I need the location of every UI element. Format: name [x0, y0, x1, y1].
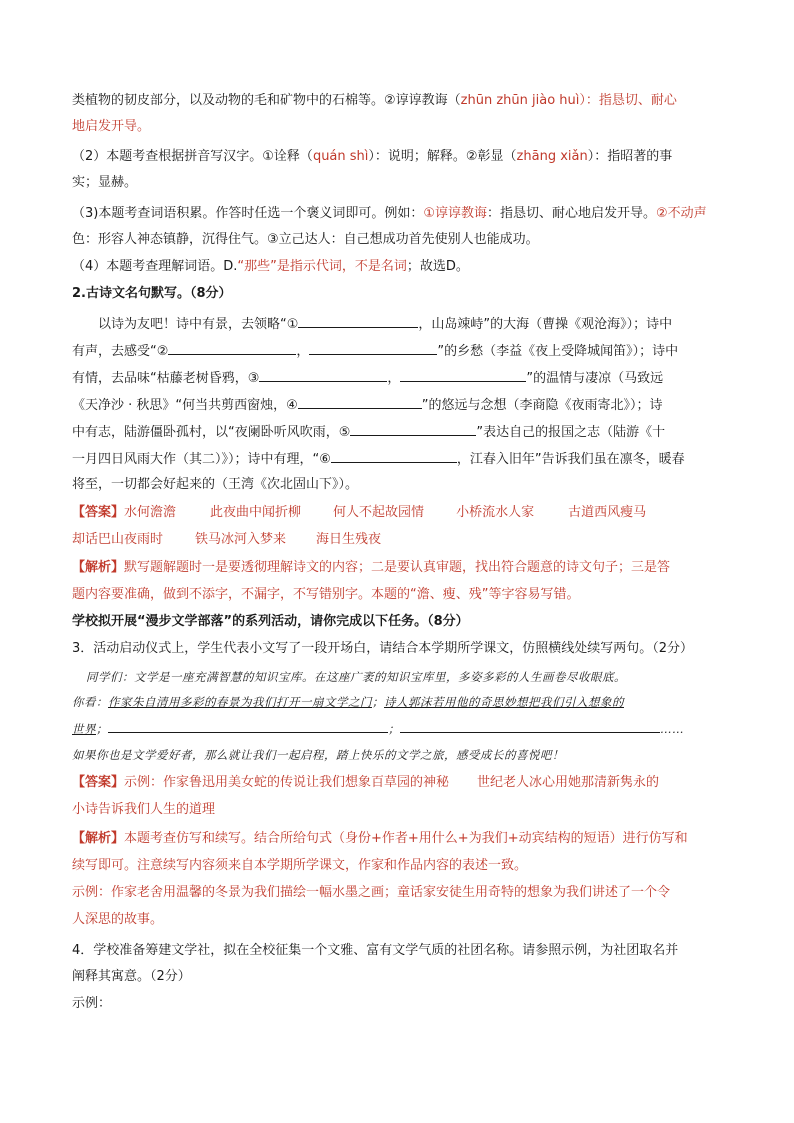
text-span: ”表达自己的报国之志（陆游《十: [476, 425, 666, 440]
answer-item: 古道西风瘦马: [568, 505, 647, 520]
para-line: [72, 146, 672, 168]
underlined-text: 诗人郭沫若用他的奇思妙想把我们引入想象的: [384, 695, 624, 709]
answer-text: 世纪老人冰心用她那清新隽永的: [477, 775, 660, 790]
text-span: ……: [660, 722, 684, 736]
text-span: ：指恳切、耐心地启发开导。: [487, 206, 657, 221]
answer-tag: 【答案】: [72, 505, 125, 520]
underlined-text: 世界: [72, 722, 96, 736]
analysis-line: 题内容要准确，做到不添字，不漏字，不写错别字。本题的“澹、瘦、残”等字容易写错。: [72, 587, 580, 602]
analysis-tag: 【解析】: [72, 560, 125, 575]
analysis-text: 本题考查仿写和续写。结合所给句式（身份+作者+用什么+为我们+动宾结构的短语）进行仿写和: [124, 831, 688, 846]
para-line: 将至，一切都会好起来的（王湾《次北固山下》）。: [72, 477, 359, 492]
example-label: 示例：: [72, 996, 112, 1011]
text-span: 一月四日风雨大作（其二）》）；诗中有理，“⑥: [72, 452, 331, 467]
underlined-text: 作家朱自清用多彩的春景为我们打开一扇文学之门: [108, 695, 372, 709]
text-span: 有声，去感受“②: [72, 344, 169, 359]
para-line: 色：形容人神态镇静，沉得住气。③立己达人：自己想成功首先使别人也能成功。: [72, 232, 539, 247]
answer-blank: [108, 717, 388, 733]
pinyin: zhūn zhūn jiào huì: [460, 93, 580, 108]
para-line: [72, 339, 678, 361]
answer-line: [72, 529, 381, 551]
answer-line: [72, 772, 659, 794]
text-span: ”的温情与凄凉（马致远: [526, 371, 664, 386]
question-stem: 阐释其寓意。（2分）: [72, 969, 191, 984]
para-line: [98, 312, 672, 334]
text-span: ；故选D。: [406, 259, 469, 274]
text-span: 类植物的韧皮部分，以及动物的毛和矿物中的石棉等。②谆谆教诲（: [72, 93, 461, 108]
section-intro: 学校拟开展“漫步文学部落”的系列活动，请你完成以下任务。（8分）: [72, 614, 469, 629]
text-span: ①谆谆教诲: [423, 206, 487, 221]
example-line: 人深思的故事。: [72, 912, 164, 927]
question-title: 2.古诗文名句默写。（8分）: [72, 286, 232, 301]
answer-item: 海日生残夜: [316, 532, 382, 547]
text-span: ；: [388, 722, 400, 736]
answer-blank: [298, 312, 418, 328]
text-span: ”的乡愁（李益《夜上受降城闻笛》）；诗中: [437, 344, 679, 359]
para-line: 地启发开导。: [72, 119, 151, 134]
answer-item: 此夜曲中闻折柳: [210, 505, 302, 520]
answer-blank: [168, 339, 296, 355]
analysis-line: 续写即可。注意续写内容须来自本学期所学课文，作家和作品内容的表述一致。: [72, 858, 528, 873]
question-stem: 3．活动启动仪式上，学生代表小文写了一段开场白，请结合本学期所学课文，仿照横线处续写两句。（2分）: [72, 641, 694, 656]
para-line: [72, 447, 685, 469]
answer-blank: [298, 393, 422, 409]
pinyin: quán shì: [312, 149, 369, 164]
question-stem: 4．学校准备筹建文学社，拟在全校征集一个文雅、富有文学气质的社团名称。请参照示例，为社团取名并: [72, 943, 679, 958]
analysis-text: 默写题解题时一是要透彻理解诗文的内容；二是要认真审题，找出符合题意的诗文句子；三是答: [124, 560, 671, 575]
pinyin: zhāng xiǎn: [516, 149, 588, 164]
answer-blank: [309, 339, 437, 355]
answer-text: 示例：作家鲁迅用美女蛇的传说让我们想象百草园的神秘: [124, 775, 450, 790]
text-span: “那些”是指示代词，不是名词: [237, 259, 407, 274]
para-line: [72, 256, 469, 278]
text-span: ；: [372, 695, 384, 709]
analysis-line: [72, 557, 670, 579]
para-line: 实；显赫。: [72, 175, 138, 190]
text-span: （4）本题考查理解词语。D.: [72, 259, 238, 274]
para-line: [72, 90, 677, 112]
answer-blank: [400, 717, 660, 733]
answer-blank: [350, 420, 476, 436]
text-span: ，山岛竦峙”的大海（曹操《观沧海》）；诗中: [418, 317, 673, 332]
para-line: [72, 366, 663, 388]
answer-blank: [331, 447, 457, 463]
answer-line: 小诗告诉我们人生的道理: [72, 802, 216, 817]
text-span: （2）本题考查根据拼音写汉字。①诠释（: [72, 149, 313, 164]
text-span: ）：说明；解释。②彰显（: [368, 149, 517, 164]
answer-item: 小桥流水人家: [456, 505, 535, 520]
para-line: [72, 420, 665, 442]
handwritten-line: [72, 691, 624, 713]
text-span: ）：指恳切、耐心: [579, 93, 677, 108]
para-line: [72, 203, 707, 225]
text-span: 你看：: [72, 695, 108, 709]
text-span: ”的悠远与念想（李商隐《夜雨寄北》）；诗: [421, 398, 663, 413]
text-span: 中有志，陆游僵卧孤村，以“夜阑卧听风吹雨，⑤: [72, 425, 351, 440]
answer-item: 何人不起故园情: [333, 505, 425, 520]
text-span: 《天净沙 · 秋思》“何当共剪西窗烛，④: [72, 398, 298, 413]
text-span: ；: [96, 722, 108, 736]
answer-blank: [259, 366, 387, 382]
example-line: 示例：作家老舍用温馨的冬景为我们描绘一幅水墨之画；童话家安徒生用奇特的想象为我们讲述了一个令: [72, 885, 671, 900]
answer-item: 铁马冰河入梦来: [195, 532, 287, 547]
text-span: ，: [296, 344, 310, 359]
para-line: [72, 393, 663, 415]
text-span: （3)本题考查词语积累。作答时任选一个褒义词即可。例如：: [72, 206, 424, 221]
answer-item: 水何澹澹: [124, 505, 177, 520]
answer-line: [72, 502, 646, 524]
text-span: ）：指昭著的事: [587, 149, 673, 164]
answer-item: 却话巴山夜雨时: [72, 532, 164, 547]
text-span: ，: [387, 371, 401, 386]
analysis-line: [72, 828, 688, 850]
answer-tag: 【答案】: [72, 775, 125, 790]
analysis-tag: 【解析】: [72, 831, 125, 846]
handwritten-line: 同学们：文学是一座充满智慧的知识宝库。在这座广袤的知识宝库里，多姿多彩的人生画卷尽收眼底。: [86, 670, 626, 684]
text-span: ，江春入旧年”告诉我们虽在凛冬，暖春: [456, 452, 685, 467]
text-span: 有情，去品味“枯藤老树昏鸦，③: [72, 371, 260, 386]
handwritten-line: 如果你也是文学爱好者，那么就让我们一起启程，踏上快乐的文学之旅，感受成长的喜悦吧！: [72, 748, 564, 762]
text-span: ②不动声: [656, 206, 707, 221]
text-span: 以诗为友吧！诗中有景，去领略“①: [98, 317, 299, 332]
handwritten-line: [72, 717, 684, 739]
answer-blank: [400, 366, 526, 382]
